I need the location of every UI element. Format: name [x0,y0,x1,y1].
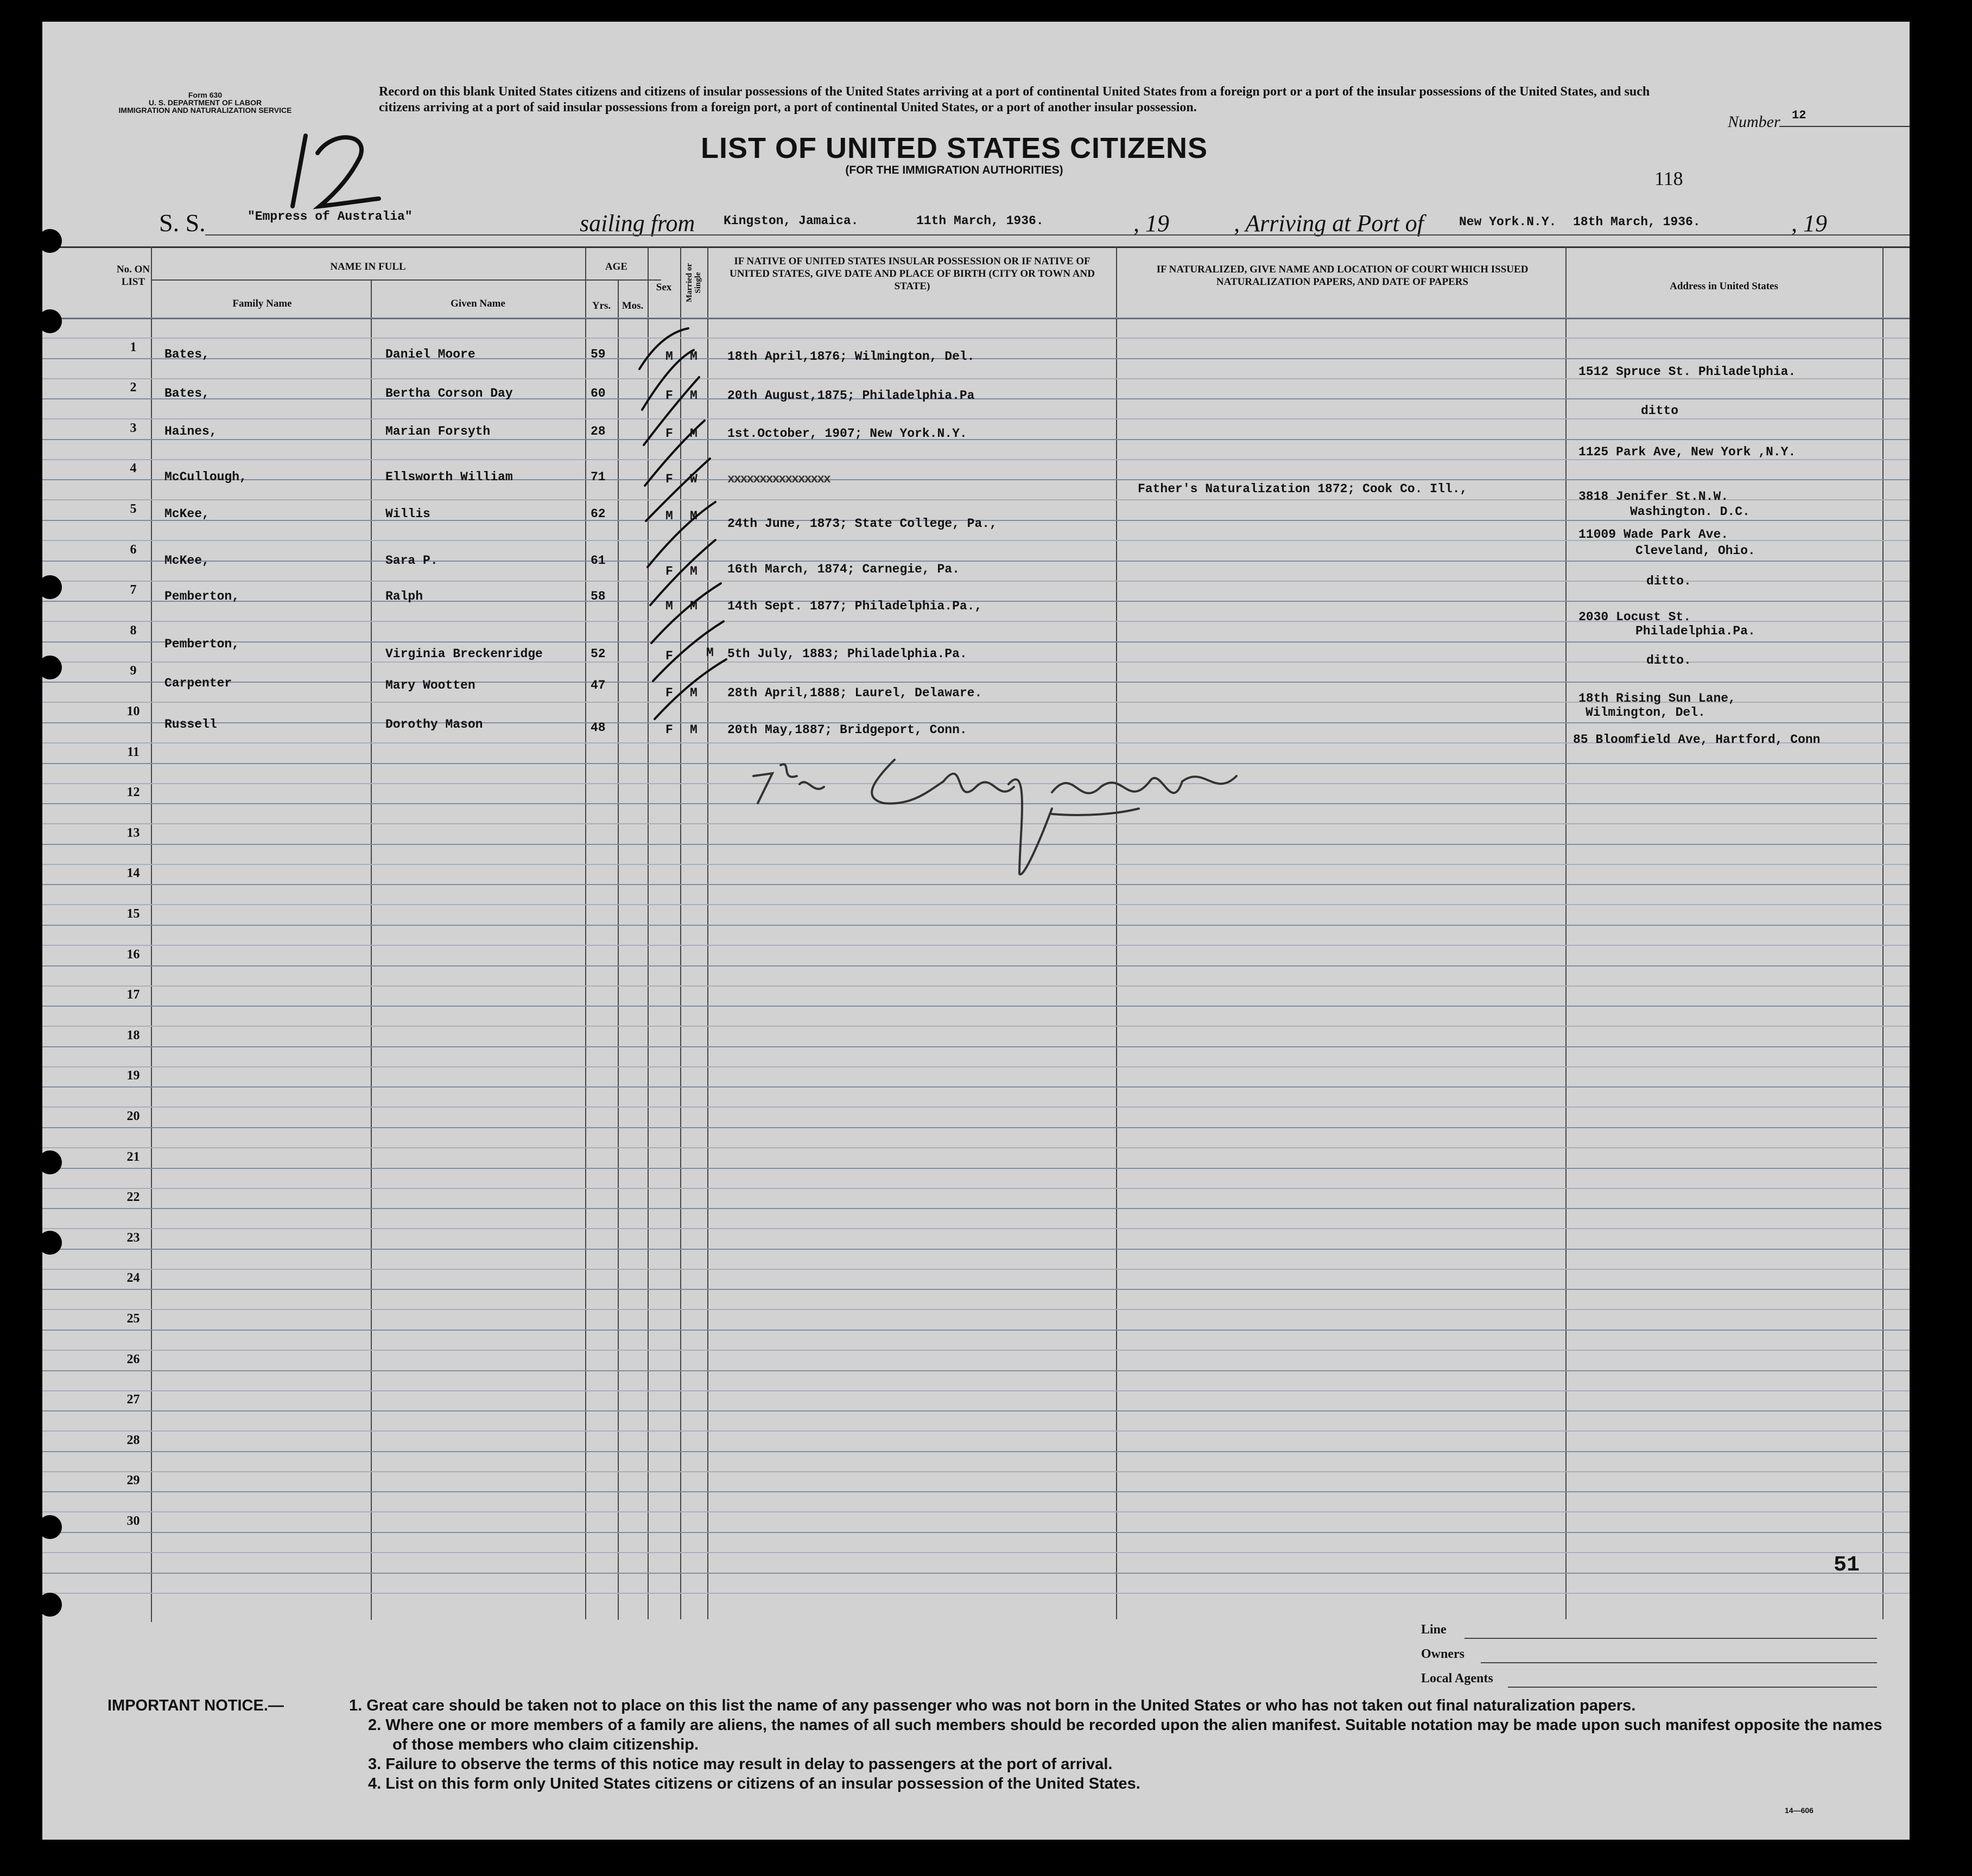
line-number: 2 [130,380,137,395]
ruled-subline [42,1106,1910,1108]
birth-info-struck: xxxxxxxxxxxxxxxx [727,472,830,486]
family-name: McKee, [164,554,210,568]
line-number: 20 [126,1109,140,1123]
header-sex: Sex [656,282,672,293]
binder-hole [42,575,62,599]
sex: F [665,389,673,403]
birth-info: 5th July, 1883; Philadelphia.Pa. [727,647,967,661]
line-number: 4 [130,461,137,475]
ruled-subline [42,1511,1910,1512]
notice-item: 3. Failure to observe the terms of this notice may result in delay to passengers at the port of arrival. [368,1756,1113,1773]
line-number: 8 [130,624,137,638]
header-months: Mos. [622,300,644,311]
birth-info: 18th April,1876; Wilmington, Del. [727,349,975,364]
birth-info: 16th March, 1874; Carnegie, Pa. [727,562,960,576]
line-number: 10 [126,704,140,718]
number-value: 12 [1792,109,1806,122]
ruled-subline [42,1309,1910,1310]
ruled-subline [42,338,1910,339]
name-header-rule [151,279,639,281]
header-age: AGE [605,261,628,272]
header-no-on-list: No. ON LIST [116,264,150,288]
line-number: 30 [126,1514,140,1528]
sheet-count: 51 [1834,1553,1860,1578]
ruled-line [42,1006,1910,1007]
marital-status: M [690,686,698,700]
form-identifier [86,91,325,114]
birth-info: 20th May,1887; Bridgeport, Conn. [727,723,967,737]
ruled-line [42,1370,1910,1371]
address-line: ditto [1641,404,1679,418]
ruled-subline [42,1350,1910,1351]
family-name: Bates, [164,347,210,361]
given-name: Virginia Breckenridge [385,647,543,661]
ruled-line [42,1289,1910,1290]
local-agents-label: Local Agents [1421,1671,1493,1686]
age-years: 62 [591,507,606,521]
marital-status: M [690,349,698,364]
col-divider-yrs [618,279,619,1620]
ruled-line [42,561,1910,562]
ruled-subline [42,1471,1910,1472]
binder-hole [42,1150,62,1174]
ruled-line [42,1532,1910,1533]
ruled-line [42,722,1910,723]
line-number: 17 [126,988,140,1002]
given-name: Ralph [385,589,423,603]
binder-hole [42,309,62,333]
record-instructions: Record on this blank United States citizens and citizens of insular possessions of the United States arriving at a port of continental United States from a foreign port or a port of the insular possessions of the United States, and such citizens arriving at a port of said insular possessions from a foreign port, a port of continental United States, or a port of another insular possession. [379,85,1650,115]
line-number: 15 [126,907,140,921]
marital-status: M [690,427,698,441]
marital-status: W [690,472,698,486]
col-divider-naturalization [1565,246,1567,1619]
line-number: 19 [126,1069,140,1083]
address-line: 1125 Park Ave, New York ,N.Y. [1578,445,1796,459]
ruled-line [42,1249,1910,1250]
ss-underline [205,234,1910,236]
age-years: 52 [591,647,606,661]
ruled-line [42,641,1910,643]
ruled-line [42,398,1910,399]
sex: F [665,649,673,663]
page-subtitle: (FOR THE IMMIGRATION AUTHORITIES) [845,164,1063,176]
ruled-subline [42,945,1910,946]
arrival-date: 18th March, 1936. [1573,215,1701,229]
marital-status: M [706,646,714,660]
address-line: 18th Rising Sun Lane, [1578,691,1736,705]
page-title: LIST OF UNITED STATES CITIZENS [701,132,1208,164]
ruled-subline [42,662,1910,663]
family-name: Pemberton, [164,589,240,603]
local-agents-underline [1508,1687,1877,1688]
family-name: Pemberton, [164,637,240,651]
form-number: Form 630 [188,91,223,99]
address-line: Washington. D.C. [1630,505,1750,519]
handwritten-signature-icon [748,743,1264,885]
age-years: 59 [591,347,606,361]
manifest-page [42,22,1910,1840]
line-number: 3 [130,421,137,435]
ruled-line [42,1086,1910,1088]
age-years: 47 [591,678,606,692]
ruled-subline [42,1552,1910,1553]
given-name: Daniel Moore [385,347,475,361]
col-divider-address [1882,246,1884,1619]
form-code: 14—606 [1785,1806,1814,1815]
line-label: Line [1421,1623,1447,1637]
line-number: 12 [126,785,140,799]
ruled-subline [42,1066,1910,1067]
col-divider-given [585,246,586,1619]
family-name: Russell [164,717,217,732]
binder-hole [42,656,62,679]
given-name: Marian Forsyth [385,424,491,438]
check-marks-icon [629,323,759,752]
line-number: 6 [130,543,137,557]
sex: M [665,599,673,613]
birth-info: 24th June, 1873; State College, Pa., [727,517,997,531]
ruled-subline [42,459,1910,460]
line-underline [1464,1638,1877,1639]
header-address: Address in United States [1670,281,1778,292]
ruled-line [42,682,1910,683]
ruled-subline [42,1147,1910,1148]
service: IMMIGRATION AND NATURALIZATION SERVICE [118,106,292,115]
binder-hole [42,229,62,253]
line-number: 13 [126,826,140,840]
ruled-subline [42,904,1910,905]
ruled-subline [42,1269,1910,1270]
sex: M [665,509,673,523]
notice-item: 2. Where one or more members of a family are aliens, the names of all such members should be recorded upon the alien manifest. Suitable notation may be made upon such manifest opposite the names of those members who claim citizenship. [368,1716,1882,1753]
age-years: 58 [591,589,606,603]
sex: F [665,723,673,737]
ruled-line [42,1410,1910,1411]
arrival-port: New York.N.Y. [1459,215,1557,229]
ruled-line [42,479,1910,480]
page-reference: 118 [1654,168,1683,189]
marital-status: M [690,509,698,523]
sailing-from-label: sailing from [580,210,695,237]
ruled-line [42,1330,1910,1331]
address-line: 2030 Locust St. [1578,610,1691,624]
sex: F [665,686,673,700]
given-name: Bertha Corson Day [385,386,513,400]
address-line: 11009 Wade Park Ave. [1578,527,1729,542]
family-name: McCullough, [164,470,247,484]
handwritten-12-icon [268,125,387,217]
ruled-line [42,965,1910,966]
sex: F [665,427,673,441]
notice-item: 1. Great care should be taken not to place on this list the name of any passenger who was not born in the United States or who has not taken out final naturalization papers. [349,1697,1636,1714]
line-number: 5 [130,502,137,516]
birth-info: 14th Sept. 1877; Philadelphia.Pa., [727,599,982,613]
family-name: Carpenter [164,676,232,690]
ruled-line [42,1491,1910,1492]
line-number: 14 [126,866,140,880]
header-birth-info: IF NATIVE OF UNITED STATES INSULAR POSSESSION OR IF NATIVE OF UNITED STATES, GIVE DATE AND PLACE OF BIRTH (CITY OR TOWN AND STATE) [730,256,1095,292]
ruled-subline [42,985,1910,987]
line-number: 26 [126,1352,140,1366]
age-years: 71 [591,470,606,484]
line-number: 22 [126,1190,140,1204]
header-naturalization: IF NATURALIZED, GIVE NAME AND LOCATION OF COURT WHICH ISSUED NATURALIZATION PAPERS, AND DATE OF PAPERS [1156,264,1529,288]
line-number: 29 [126,1473,140,1487]
sex: F [665,564,673,578]
header-years: Yrs. [592,300,611,311]
line-number: 18 [126,1028,140,1042]
line-number: 7 [130,583,137,597]
birth-info: 1st.October, 1907; New York.N.Y. [727,427,967,441]
important-notice [107,1696,1899,1794]
number-underline [1779,126,1910,127]
ruled-subline [42,1593,1910,1594]
ruled-line [42,358,1910,359]
owners-underline [1481,1662,1877,1663]
header-name-in-full: NAME IN FULL [330,261,406,272]
naturalization-info: Father's Naturalization 1872; Cook Co. Ill., [1138,482,1468,496]
marital-status: M [690,564,698,578]
family-name: Haines, [164,424,217,438]
family-name: Bates, [164,386,210,400]
line-number: 21 [126,1150,140,1164]
binder-hole [42,1593,62,1617]
sex: M [665,349,673,364]
ruled-line [42,317,1910,319]
given-name: Willis [385,507,430,521]
age-years: 60 [591,386,606,400]
address-line: ditto. [1646,653,1691,667]
col-divider-no [151,246,152,1622]
ruled-line [42,1208,1910,1209]
ruled-line [42,1046,1910,1047]
age-years: 28 [591,424,606,438]
departure-port: Kingston, Jamaica. [724,214,859,228]
ruled-line [42,439,1910,440]
marital-status: M [690,599,698,613]
ss-label: S. S. [159,209,206,237]
line-number: 25 [126,1312,140,1326]
ruled-line [42,925,1910,926]
line-number: 23 [126,1231,140,1245]
number-label: Number [1728,113,1780,131]
ruled-line [42,1451,1910,1452]
family-name: McKee, [164,507,210,521]
address-line: 1512 Spruce St. Philadelphia. [1578,365,1796,379]
department: U. S. DEPARTMENT OF LABOR [148,98,262,107]
line-number: 27 [126,1392,140,1407]
marital-status: M [690,723,698,737]
ruled-subline [42,1430,1910,1432]
ruled-line [42,1573,1910,1574]
given-name: Ellsworth William [385,470,513,484]
notice-heading: IMPORTANT NOTICE.— [107,1697,284,1714]
handwritten-sheet-number [268,125,387,220]
ruled-subline [42,1026,1910,1027]
arriving-label: , Arriving at Port of [1234,210,1424,237]
address-line: 3818 Jenifer St.N.W. [1578,489,1729,504]
given-name: Mary Wootten [385,678,475,692]
ship-name: "Empress of Australia" [248,209,413,224]
year-prefix-1: , 19 [1133,210,1169,237]
binder-hole [42,1515,62,1539]
line-number: 16 [126,947,140,962]
ruled-subline [42,418,1910,419]
col-divider-birth [1116,246,1117,1619]
given-name: Dorothy Mason [385,717,483,732]
line-number: 1 [130,340,137,354]
birth-info: 28th April,1888; Laurel, Delaware. [727,686,982,700]
line-number: 28 [126,1433,140,1447]
address-line: Cleveland, Ohio. [1635,544,1755,558]
header-given-name: Given Name [451,298,505,309]
ruled-line [42,1168,1910,1169]
owners-label: Owners [1421,1647,1464,1661]
age-years: 48 [591,721,606,735]
ruled-subline [42,1188,1910,1189]
birth-info: 20th August,1875; Philadelphia.Pa [727,389,975,403]
age-years: 61 [591,554,606,568]
given-name: Sara P. [385,554,438,568]
address-line: Wilmington, Del. [1586,705,1705,720]
ruled-subline [42,1228,1910,1229]
sex: F [665,472,673,486]
departure-date: 11th March, 1936. [916,214,1044,228]
marital-status: M [690,389,698,403]
binder-hole [42,1231,62,1255]
line-number: 9 [130,664,137,678]
ruled-subline [42,581,1910,582]
header-family-name: Family Name [232,298,292,309]
address-line: Philadelphia.Pa. [1635,624,1755,638]
header-married-single: Married or Single [685,263,702,303]
ruled-subline [42,1390,1910,1391]
year-prefix-2: , 19 [1791,210,1827,237]
age-header-rule [585,279,661,281]
address-line: 85 Bloomfield Ave, Hartford, Conn [1573,733,1821,747]
address-line: ditto. [1646,574,1691,588]
line-number: 24 [126,1271,140,1285]
col-divider-family [371,279,372,1620]
ruled-line [42,1127,1910,1128]
notice-item: 4. List on this form only United States citizens or citizens of an insular possession of the United States. [368,1775,1140,1792]
table-top-rule [42,246,1910,248]
line-number: 11 [127,745,140,759]
